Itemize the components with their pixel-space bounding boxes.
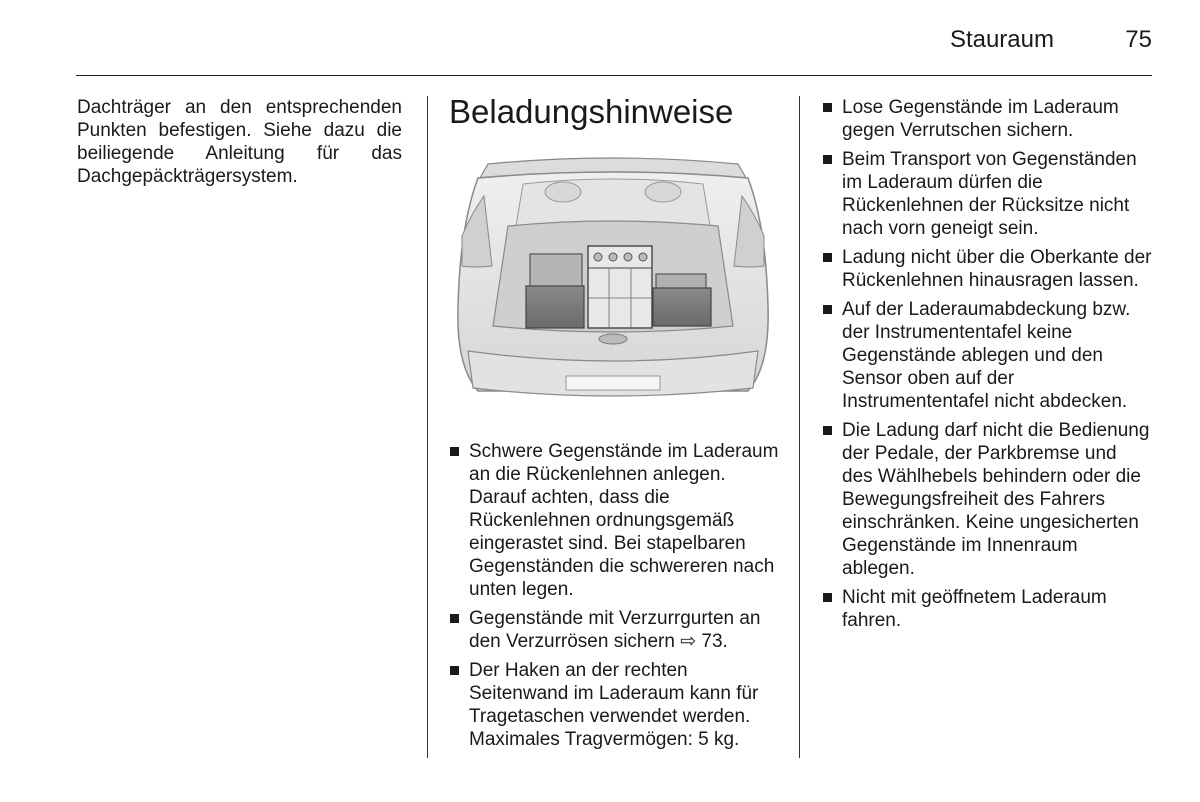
list-item: Auf der Laderaumabdeckung bzw. der Instrumententafel keine Gegenstände ablegen und den Sensor oben auf der Instrumententafel nicht abdecken. — [822, 298, 1152, 413]
left-column — [77, 96, 402, 188]
list-item: Der Haken an der rechten Seitenwand im Laderaum kann für Tragetaschen verwendet werden. Maximales Tragvermögen: 5 kg. — [449, 659, 779, 751]
left-column-paragraph: Dachträger an den entsprechenden Punkten befestigen. Siehe dazu die beiliegende Anleitung für das Dachgepäckträgersystem. — [77, 97, 402, 187]
list-item: Nicht mit geöffnetem Laderaum fahren. — [822, 586, 1152, 632]
bullet-square-icon — [823, 253, 832, 262]
list-item: Ladung nicht über die Oberkante der Rückenlehnen hinausragen lassen. — [822, 246, 1152, 292]
bullet-square-icon — [450, 666, 459, 675]
list-item: Gegenstände mit Verzurrgurten an den Verzurrösen sichern ⇨ 73. — [449, 607, 779, 653]
bullet-square-icon — [823, 103, 832, 112]
rear-seat-backrest — [516, 179, 710, 226]
license-plate — [566, 376, 660, 390]
column-divider-right — [799, 96, 800, 758]
bullet-square-icon — [823, 426, 832, 435]
cargo-box-right — [653, 288, 711, 326]
list-item: Beim Transport von Gegenständen im Laderaum dürfen die Rückenlehnen der Rücksitze nicht nach vorn geneigt sein. — [822, 148, 1152, 240]
header-divider — [76, 75, 1152, 76]
cargo-box-left — [526, 286, 584, 328]
bullet-square-icon — [450, 614, 459, 623]
headrest-left — [545, 182, 581, 202]
car-trunk-drawing — [448, 156, 778, 421]
loading-tips-list-middle — [449, 440, 779, 757]
hatch-latch — [599, 334, 627, 344]
column-divider-left — [427, 96, 428, 758]
list-item: Die Ladung darf nicht die Bedienung der Pedale, der Parkbremse und des Wählhebels behindern oder die Bewegungsfreiheit des Fahrers einschränken. Keine ungesicherten Gegenstände im Innenraum ablegen. — [822, 419, 1152, 580]
loading-tips-list-right — [822, 96, 1152, 638]
running-header-title: Stauraum — [949, 26, 1054, 53]
cargo-area-illustration — [448, 156, 778, 421]
bullet-square-icon — [823, 155, 832, 164]
bullet-square-icon — [823, 593, 832, 602]
list-item: Lose Gegenstände im Laderaum gegen Verrutschen sichern. — [822, 96, 1152, 142]
bullet-square-icon — [823, 305, 832, 314]
section-title: Beladungshinweise — [449, 93, 734, 130]
list-item: Schwere Gegenstände im Laderaum an die Rückenlehnen anlegen. Darauf achten, dass die Rückenlehnen ordnungsgemäß eingerastet sind. Bei stapelbaren Gegenständen die schwereren nach unten legen. — [449, 440, 779, 601]
bullet-square-icon — [450, 447, 459, 456]
headrest-right — [645, 182, 681, 202]
page-number: 75 — [1125, 26, 1152, 53]
